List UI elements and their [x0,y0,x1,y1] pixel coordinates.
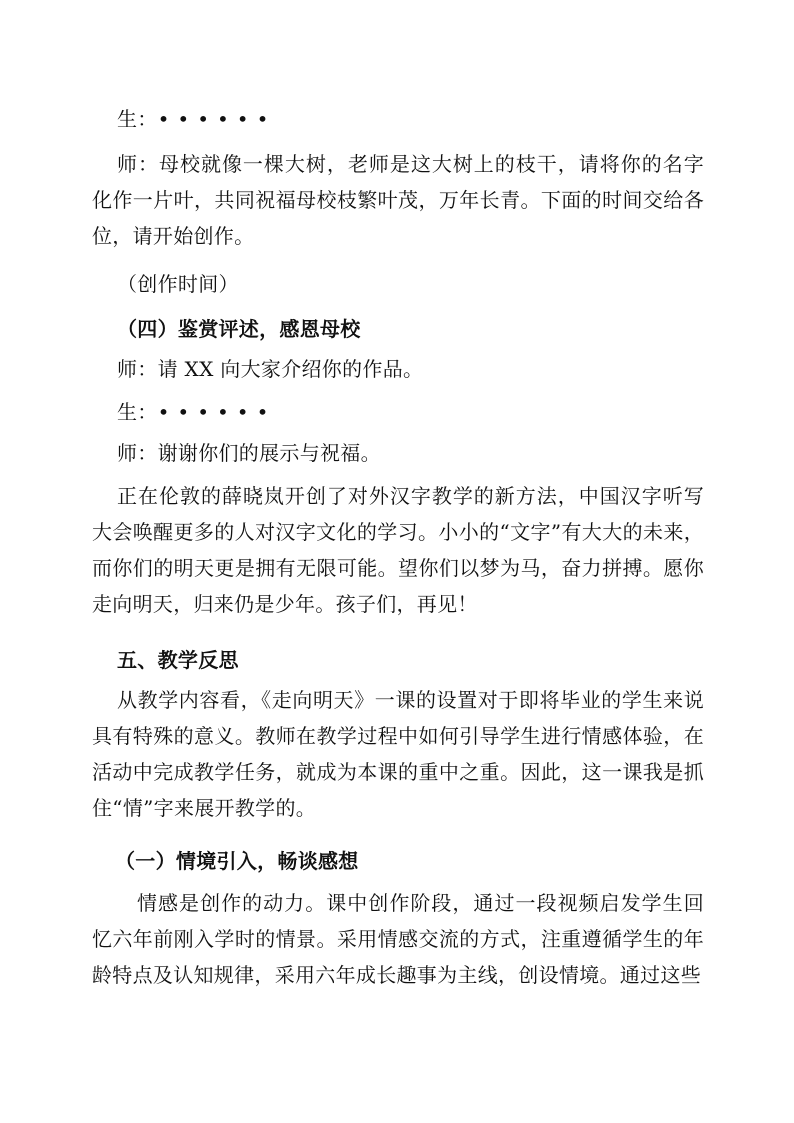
paragraph-teacher-intro: 师：请 XX 向大家介绍你的作品。 [117,357,424,381]
student-line-2 [92,394,729,430]
speaker-label: 生： [117,107,158,131]
paragraph-closing: 正在伦敦的薛晓岚开创了对外汉字教学的新方法，中国汉字听写大会唤醒更多的人对汉字文化的学习。小小的“文字”有大大的未来，而你们的明天更是拥有无限可能。望你们以梦为马，奋力拼搏。愿你走向明天，归来仍是少年。孩子们，再见！ [92,484,704,616]
ellipsis-dots: •••••• [157,107,277,131]
paragraph-emotion: 情感是创作的动力。课中创作阶段，通过一段视频启发学生回忆六年前刚入学时的情景。采用情感交流的方式，注重遵循学生的年龄特点及认知规律，采用六年成长趣事为主线，创设情境。通过这些 [92,891,704,987]
paragraph-reflection: 从教学内容看，《走向明天》一课的设置对于即将毕业的学生来说具有特殊的意义。教师在教学过程中如何引导学生进行情感体验，在活动中完成教学任务，就成为本课的重中之重。因此，这一课我是抓住“情”字来展开教学的。 [92,688,704,820]
section-heading-5: 五、教学反思 [117,648,239,672]
speaker-label: 生： [117,400,158,424]
paragraph-creation-time: （创作时间） [117,272,239,296]
paragraph-teacher-tree: 师：母校就像一棵大树，老师是这大树上的枝干，请将你的名字化作一片叶，共同祝福母校枝繁叶茂，万年长青。下面的时间交给各位，请开始创作。 [92,152,704,248]
ellipsis-dots: •••••• [157,400,277,424]
paragraph-teacher-thanks: 师：谢谢你们的展示与祝福。 [117,441,381,465]
section-heading-reflection-1: （一）情境引入，畅谈感想 [115,849,359,873]
student-line-1 [92,101,729,137]
section-heading-4: （四）鉴赏评述，感恩母校 [117,317,361,341]
